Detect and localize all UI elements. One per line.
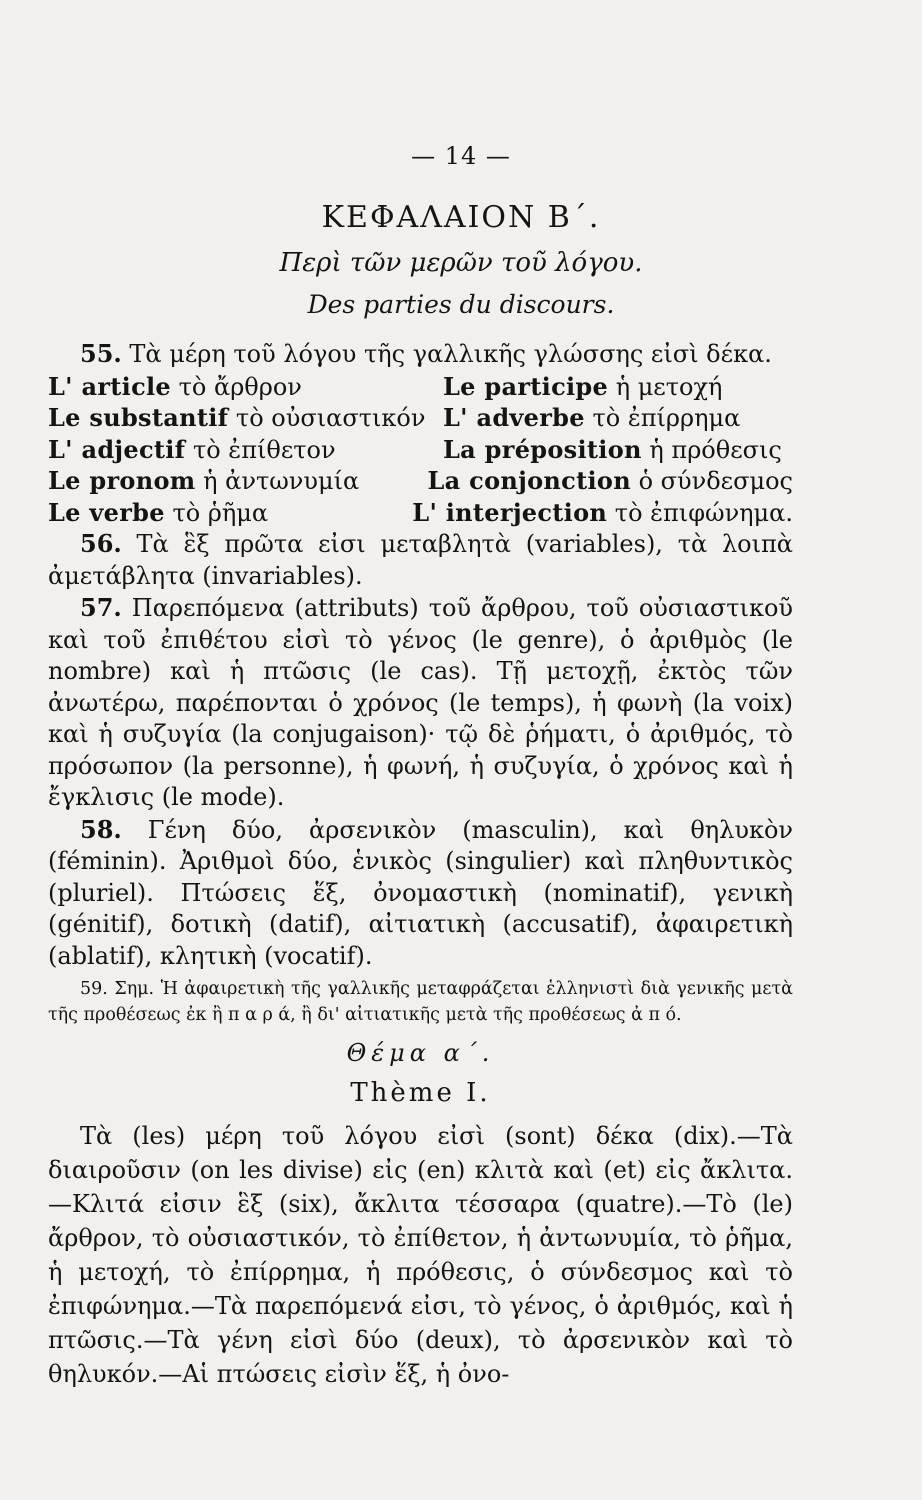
page-number: — 14 —: [411, 142, 511, 170]
paragraph-text: Τὰ ἓξ πρῶτα εἰσι μεταβλητὰ (variables), τὰ λοιπὰ ἀμετάβλητα (invariables).: [48, 530, 793, 590]
term-greek: τὸ ἐπίθετον: [192, 435, 336, 464]
term-french: L' adjectif: [48, 434, 186, 464]
table-row: [48, 497, 793, 529]
term-greek: τὸ ἄρθρον: [178, 372, 302, 401]
paragraph-number: 57.: [80, 593, 122, 622]
chapter-title: ΚΕΦΑΛΑΙΟΝ Β΄.: [321, 200, 601, 235]
chapter-subtitle-french: Des parties du discours.: [307, 290, 615, 319]
theme-heading-greek: Θέμα α΄.: [346, 1039, 495, 1067]
term-french: Le participe: [443, 371, 609, 401]
term-french: Le pronom: [48, 466, 196, 495]
paragraph-number: 56.: [80, 529, 122, 558]
term-french: L' interjection: [412, 497, 608, 527]
term-french: L' article: [48, 371, 171, 401]
term-greek: τὸ ἐπίρρημα: [592, 404, 741, 432]
table-row: [48, 402, 793, 434]
term-greek: ἡ ἀντωνυμία: [203, 467, 360, 495]
chapter-subtitle-greek: Περὶ τῶν μερῶν τοῦ λόγου.: [279, 248, 643, 278]
paragraph-number: 58.: [80, 814, 122, 844]
paragraph-text: Παρεπόμενα (attributs) τοῦ ἄρθρου, τοῦ οὐσιαστικοῦ καὶ τοῦ ἐπιθέτου εἰσὶ τὸ γένος (le genre), ὁ ἀριθμὸς (le nombre) καὶ ἡ πτῶσις (le cas). Τῇ μετοχῇ, ἐκτὸς τῶν ἀνωτέρω, παρέπονται ὁ χρόνος (le temps), ἡ φωνὴ (la voix) καὶ ἡ συζυγία (la conjugaison)· τῷ δὲ ῥήματι, ὁ ἀριθμός, τὸ πρόσωπον (la personne), ἡ φωνή, ἡ συζυγία, ὁ χρόνος καὶ ἡ ἔγκλισις (le mode).: [48, 594, 794, 811]
paragraph-56: [48, 528, 793, 592]
page-body: [48, 338, 793, 1391]
paragraph-text: Τὰ μέρη τοῦ λόγου τῆς γαλλικῆς γλώσσης εἰσὶ δέκα.: [129, 340, 772, 368]
paragraph-57: [48, 592, 793, 814]
term-greek: ἡ πρόθεσις: [649, 435, 782, 464]
paragraph-text: Σημ. Ἡ ἀφαιρετικὴ τῆς γαλλικῆς μεταφράζεται ἑλληνιστὶ διὰ γενικῆς μετὰ τῆς προθέσεως ἐκ ἢ π α ρ ά, ἢ δι' αἰτιατικῆς μετὰ τῆς προθέσεως ἀ π ό.: [48, 979, 793, 1025]
paragraph-59-note: [48, 976, 793, 1028]
paragraph-text: Γένη δύο, ἀρσενικὸν (masculin), καὶ θηλυκὸν (féminin). Ἀριθμοὶ δύο, ἑνικὸς (singulier) καὶ πληθυντικὸς (pluriel). Πτώσεις ἕξ, ὀνομαστικὴ (nominatif), γενικὴ (génitif), δοτικὴ (datif), αἰτιατικὴ (accusatif), ἀφαιρετικὴ (ablatif), κλητικὴ (vocatif).: [48, 815, 793, 970]
theme-exercise-text: Τὰ (les) μέρη τοῦ λόγου εἰσὶ (sont) δέκα (dix).—Τὰ διαιροῦσιν (on les divise) εἰς (en) κλιτὰ καὶ (et) εἰς ἄκλιτα.—Κλιτά εἰσιν ἓξ (six), ἄκλιτα τέσσαρα (quatre).—Τὸ (le) ἄρθρον, τὸ οὐσιαστικόν, τὸ ἐπίθετον, ἡ ἀντωνυμία, τὸ ῥῆμα, ἡ μετοχή, τὸ ἐπίρρημα, ἡ πρόθεσις, ὁ σύνδεσμος καὶ τὸ ἐπιφώνημα.—Τὰ παρεπόμενά εἰσι, τὸ γένος, ὁ ἀριθμός, καὶ ἡ πτῶσις.—Τὰ γένη εἰσὶ δύο (deux), τὸ ἀρσενικὸν καὶ τὸ θηλυκόν.—Αἱ πτώσεις εἰσὶν ἕξ, ἡ ὀνο-: [48, 1122, 793, 1388]
paragraph-58: [48, 814, 793, 973]
table-row: [48, 465, 793, 497]
term-french: La préposition: [443, 434, 642, 464]
term-greek: τὸ ῥῆμα: [172, 498, 269, 527]
term-french: La conjonction: [427, 466, 631, 495]
paragraph-number: 59.: [80, 979, 108, 999]
table-row: [48, 434, 793, 466]
term-greek: ὁ σύνδεσμος: [638, 467, 793, 495]
term-french: L' adverbe: [443, 403, 585, 432]
paragraph-55: [48, 338, 793, 371]
parts-of-speech-table: [48, 371, 793, 529]
term-french: Le substantif: [48, 403, 229, 432]
table-row: [48, 371, 793, 403]
paragraph-number: 55.: [80, 339, 122, 368]
term-greek: τὸ ἐπιφώνημα.: [614, 498, 793, 527]
term-french: Le verbe: [48, 497, 165, 527]
term-greek: ἡ μετοχή: [615, 372, 723, 401]
theme-heading-french: Thème I.: [350, 1077, 491, 1108]
term-greek: τὸ οὐσιαστικόν: [235, 404, 426, 432]
